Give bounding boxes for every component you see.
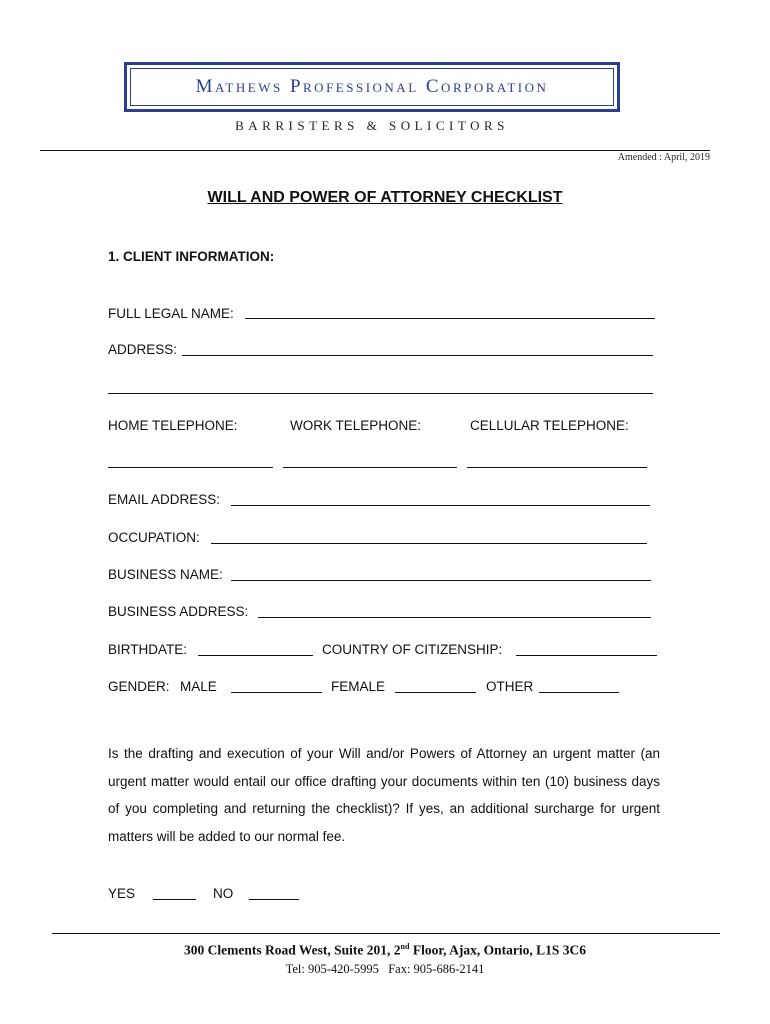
firm-logo <box>124 62 620 112</box>
gender-male-label: MALE <box>180 679 217 694</box>
footer-divider <box>52 933 720 934</box>
cellular-telephone-field[interactable] <box>467 467 647 468</box>
footer-contact: Tel: 905-420-5995 Fax: 905-686-2141 <box>285 962 485 976</box>
home-telephone-label: HOME TELEPHONE: <box>108 418 238 433</box>
gender-other-field[interactable] <box>539 692 619 693</box>
country-of-citizenship-label: COUNTRY OF CITIZENSHIP: <box>322 642 503 657</box>
logo-inner-border <box>130 68 614 106</box>
no-field[interactable] <box>249 899 299 900</box>
business-address-field[interactable] <box>258 617 651 618</box>
work-telephone-label: WORK TELEPHONE: <box>290 418 422 433</box>
firm-name: Mathews Professional Corporation <box>195 76 549 97</box>
gender-label: GENDER: <box>108 679 170 694</box>
urgent-matter-question: Is the drafting and execution of your Will and/or Powers of Attorney an urgent matter (an urgent matter would entail our office drafting your documents within ten (10) business days of you completing and returning the checklist)? If yes, an additional surcharge for urgent matters will be added to our normal fee. <box>108 746 660 844</box>
address-field-line-1[interactable] <box>182 355 653 356</box>
occupation-field[interactable] <box>211 543 647 544</box>
header-divider <box>40 150 710 151</box>
footer-address-part-1: 300 Clements Road West, Suite 201, 2 <box>184 942 401 958</box>
birthdate-label: BIRTHDATE: <box>108 642 188 657</box>
yes-label: YES <box>108 886 136 901</box>
full-legal-name-label: FULL LEGAL NAME: <box>108 306 234 321</box>
gender-other-label: OTHER <box>486 679 534 694</box>
occupation-label: OCCUPATION: <box>108 530 200 545</box>
gender-female-label: FEMALE <box>331 679 386 694</box>
home-telephone-field[interactable] <box>108 467 273 468</box>
address-field-line-2[interactable] <box>108 393 653 394</box>
full-legal-name-field[interactable] <box>245 318 655 319</box>
work-telephone-field[interactable] <box>283 467 457 468</box>
email-address-field[interactable] <box>231 505 650 506</box>
business-address-label: BUSINESS ADDRESS: <box>108 604 249 619</box>
document-title: WILL AND POWER OF ATTORNEY CHECKLIST <box>207 189 563 206</box>
footer-address <box>0 942 770 959</box>
section-heading-client-information: 1. CLIENT INFORMATION: <box>108 249 275 264</box>
firm-tagline: BARRISTERS & SOLICITORS <box>235 118 509 133</box>
amended-date: Amended : April, 2019 <box>617 152 710 163</box>
yes-field[interactable] <box>153 899 196 900</box>
business-name-label: BUSINESS NAME: <box>108 567 223 582</box>
address-label: ADDRESS: <box>108 342 178 357</box>
business-name-field[interactable] <box>231 580 651 581</box>
email-address-label: EMAIL ADDRESS: <box>108 492 221 507</box>
gender-female-field[interactable] <box>395 692 476 693</box>
cellular-telephone-label: CELLULAR TELEPHONE: <box>470 418 629 433</box>
footer-address-part-2: Floor, Ajax, Ontario, L1S 3C6 <box>409 942 586 958</box>
no-label: NO <box>213 886 234 901</box>
birthdate-field[interactable] <box>198 655 313 656</box>
footer-address-ordinal: nd <box>400 942 410 951</box>
country-of-citizenship-field[interactable] <box>516 655 657 656</box>
gender-male-field[interactable] <box>231 692 322 693</box>
